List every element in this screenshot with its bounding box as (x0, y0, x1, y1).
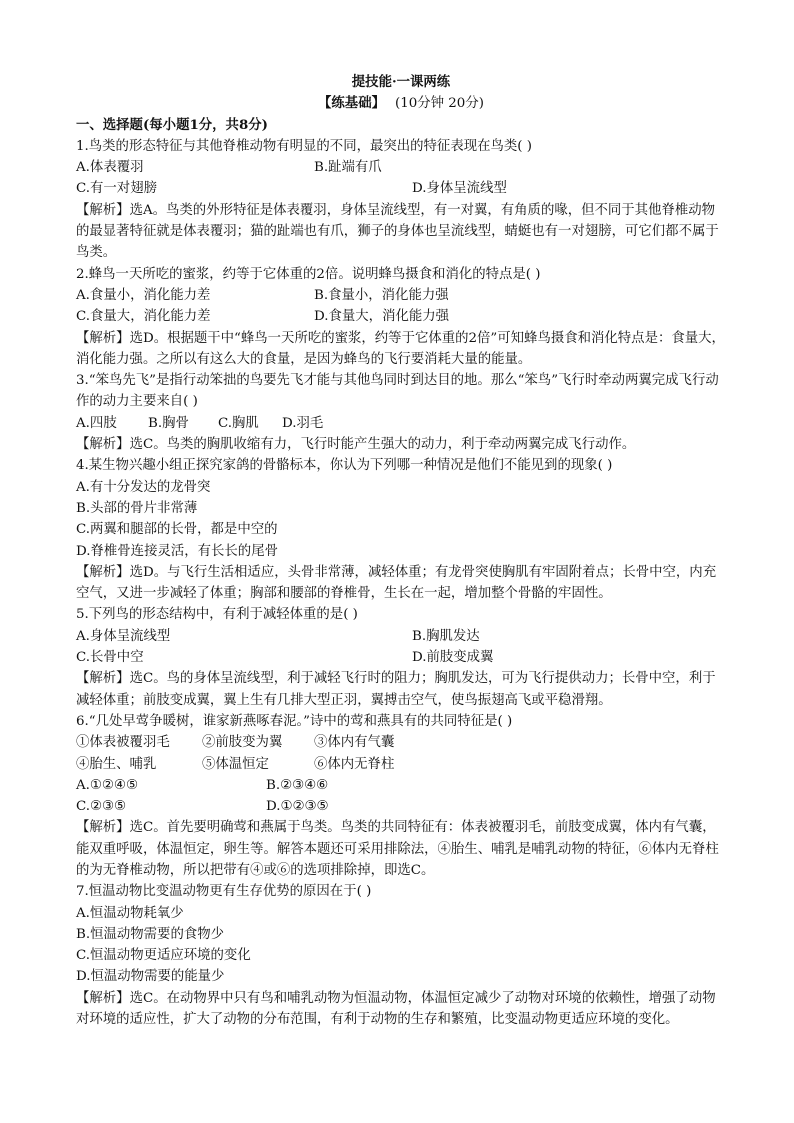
question-3-option-a: A.四肢 (76, 415, 117, 431)
question-6-item-5: ⑤体温恒定 (202, 756, 269, 772)
question-5-option-d: D.前肢变成翼 (412, 650, 494, 666)
question-4-stem: 4.某生物兴趣小组正探究家鸽的骨骼标本，你认为下列哪一种情况是他们不能见到的现象( ) (76, 458, 613, 474)
analysis-tag: 【解析】 (76, 437, 130, 453)
question-6-items-row2 (76, 754, 726, 775)
question-3-option-b: B.胸骨 (148, 415, 189, 431)
question-7-option-d: D.恒温动物需要的能量少 (76, 969, 225, 985)
question-4-option-d: D.脊椎骨连接灵活，有长长的尾骨 (76, 543, 278, 559)
question-2-option-a: A.食量小，消化能力差 (76, 287, 211, 303)
question-6-option-b: B.②③④⑥ (266, 777, 329, 793)
practice-subtitle (76, 93, 726, 114)
question-6-item-2: ②前肢变为翼 (202, 735, 283, 751)
question-7-stem: 7.恒温动物比变温动物更有生存优势的原因在于( ) (76, 884, 372, 900)
question-6-item-6: ⑥体内无脊柱 (314, 756, 395, 772)
page-title: 提技能·一课两练 (351, 74, 451, 90)
question-2-option-b: B.食量小，消化能力强 (314, 287, 449, 303)
question-3-stem: 3.“笨鸟先飞”是指行动笨拙的鸟要先飞才能与其他鸟同时到达目的地。那么“笨鸟”飞行时牵动两翼完成飞行动作的动力主要来自( ) (76, 373, 719, 410)
question-3-option-d: D.羽毛 (282, 415, 324, 431)
question-6-item-4: ④胎生、哺乳 (76, 756, 157, 772)
question-5-stem: 5.下列鸟的形态结构中，有利于减轻体重的是( ) (76, 607, 358, 623)
question-6-options-row1 (76, 775, 726, 796)
analysis-tag: 【解析】 (76, 990, 130, 1006)
question-2-stem: 2.蜂鸟一天所吃的蜜浆，约等于它体重的2倍。说明蜂鸟摄食和消化的特点是( ) (76, 266, 541, 282)
question-2-option-d: D.食量大，消化能力强 (314, 309, 450, 325)
question-2-analysis: 【解析】选D。根据题干中“蜂鸟一天所吃的蜜浆，约等于它体重的2倍”可知蜂鸟摄食和消化特点是：食量大，消化能力强。之所以有这么大的食量，是因为蜂鸟的飞行要消耗大量的能量。 (76, 330, 725, 367)
question-5-analysis: 【解析】选C。鸟的身体呈流线型，利于减轻飞行时的阻力；胸肌发达，可为飞行提供动力；长骨中空，利于减轻体重；前肢变成翼，翼上生有几排大型正羽，翼搏击空气，使鸟振翅高飞或平稳滑翔。 (76, 671, 716, 708)
question-6-item-1: ①体表被覆羽毛 (76, 735, 170, 751)
question-4-option-a: A.有十分发达的龙骨突 (76, 479, 211, 495)
question-5-option-c: C.长骨中空 (76, 650, 144, 666)
question-1-stem: 1.鸟类的形态特征与其他脊椎动物有明显的不同，最突出的特征表现在鸟类( ) (76, 138, 532, 154)
question-5-options-row1 (76, 626, 726, 647)
question-3-option-c: C.胸肌 (218, 415, 259, 431)
question-1-option-d: D.身体呈流线型 (412, 181, 507, 197)
question-2-options-row1 (76, 285, 726, 306)
analysis-tag: 【解析】 (76, 330, 130, 346)
worksheet-page (76, 72, 726, 1030)
question-7-option-a: A.恒温动物耗氧少 (76, 905, 184, 921)
question-2-option-c: C.食量大，消化能力差 (76, 309, 211, 325)
question-4-analysis: 【解析】选D。与飞行生活相适应，头骨非常薄，减轻体重；有龙骨突使胸肌有牢固附着点；长骨中空，内充空气，又进一步减轻了体重；胸部和腰部的脊椎骨，生长在一起，增加整个骨骼的牢固性。 (76, 564, 717, 602)
question-5-options-row2 (76, 647, 726, 668)
question-6-option-a: A.①②④⑤ (76, 777, 138, 793)
analysis-tag: 【解析】 (76, 564, 130, 580)
question-4-option-b: B.头部的骨片非常薄 (76, 500, 198, 516)
question-1-analysis: 【解析】选A。鸟类的外形特征是体表覆羽，身体呈流线型，有一对翼，有角质的喙，但不同于其他脊椎动物的最显著特征就是体表覆羽；猫的趾端也有爪，狮子的身体也呈流线型，蜻蜓也有一对翅膀，可它们都不属于鸟类。 (76, 202, 719, 261)
question-1-option-b: B.趾端有爪 (314, 160, 382, 176)
question-6-stem: 6.“几处早莺争暖树，谁家新燕啄春泥。”诗中的莺和燕具有的共同特征是( ) (76, 713, 513, 729)
question-3-options (76, 413, 726, 434)
question-7-analysis: 【解析】选C。在动物界中只有鸟和哺乳动物为恒温动物，体温恒定减少了动物对环境的依赖性，增强了动物对环境的适应性，扩大了动物的分布范围，有利于动物的生存和繁殖，比变温动物更适应环境的变化。 (76, 990, 716, 1028)
question-6-option-d: D.①②③⑤ (266, 799, 329, 815)
question-6-option-c: C.②③⑤ (76, 799, 127, 815)
question-5-option-b: B.胸肌发达 (412, 628, 480, 644)
analysis-tag: 【解析】 (76, 202, 130, 218)
question-7-option-c: C.恒温动物更适应环境的变化 (76, 948, 251, 964)
question-1-options-row2 (76, 178, 726, 199)
question-6-analysis: 【解析】选C。首先要明确莺和燕属于鸟类。鸟类的共同特征有：体表被覆羽毛，前肢变成翼，体内有气囊，能双重呼吸，体温恒定，卵生等。解答本题还可采用排除法，④胎生、哺乳是哺乳动物的特征，⑥体内无脊柱的为无脊椎动物，所以把带有④或⑥的选项排除掉，即选C。 (76, 820, 719, 878)
practice-label: 【练基础】 (318, 95, 385, 112)
question-1-options-row1 (76, 157, 726, 178)
section-heading: 一、选择题(每小题1分，共8分) (76, 116, 268, 133)
question-6-options-row2 (76, 796, 726, 817)
question-3-analysis: 【解析】选C。鸟类的胸肌收缩有力，飞行时能产生强大的动力，利于牵动两翼完成飞行动作。 (76, 437, 636, 453)
question-6-item-3: ③体内有气囊 (314, 735, 395, 751)
time-score: (10分钟 20分) (394, 96, 484, 112)
question-5-option-a: A.身体呈流线型 (76, 628, 171, 644)
question-6-items-row1 (76, 732, 726, 753)
question-1-option-c: C.有一对翅膀 (76, 181, 157, 197)
question-7-option-b: B.恒温动物需要的食物少 (76, 926, 225, 942)
question-2-options-row2 (76, 306, 726, 327)
analysis-tag: 【解析】 (76, 671, 130, 687)
question-1-option-a: A.体表覆羽 (76, 160, 144, 176)
analysis-tag: 【解析】 (76, 820, 130, 836)
question-4-option-c: C.两翼和腿部的长骨，都是中空的 (76, 522, 278, 538)
